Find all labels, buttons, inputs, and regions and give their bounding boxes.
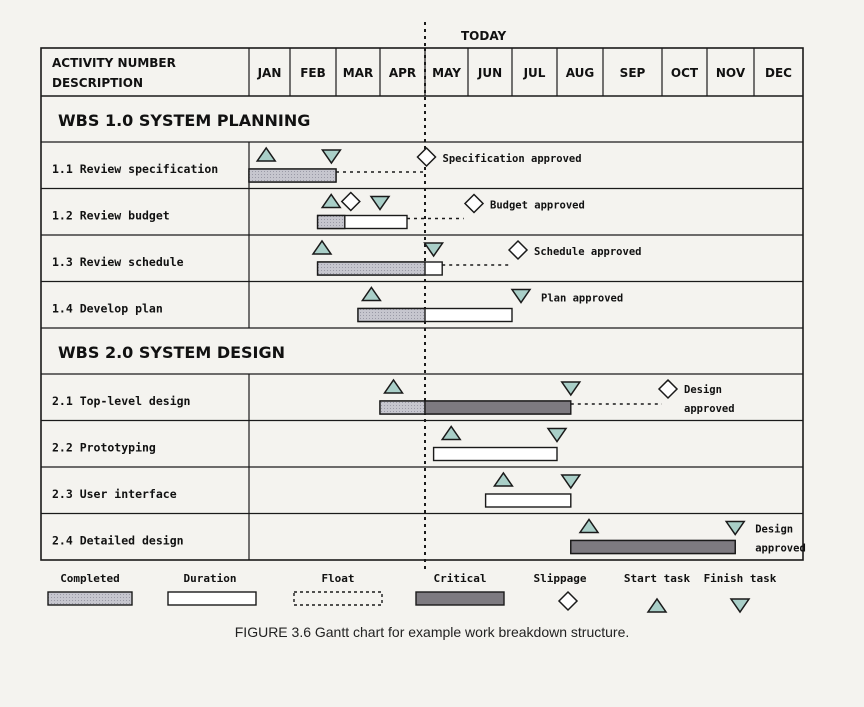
milestone-label: Specification approved	[442, 153, 582, 165]
legend-label: Finish task	[703, 572, 777, 585]
milestone-label: Schedule approved	[534, 246, 642, 258]
finish-marker	[371, 197, 389, 210]
start-marker	[385, 380, 403, 393]
legend-label: Completed	[60, 572, 120, 585]
finish-marker	[562, 382, 580, 395]
task-label: 2.3 User interface	[52, 487, 177, 501]
completed-bar	[318, 262, 425, 275]
legend-label: Duration	[183, 572, 237, 585]
task-label: 1.1 Review specification	[52, 162, 219, 176]
critical-bar	[425, 401, 571, 414]
finish-marker	[562, 475, 580, 488]
task-label: 1.2 Review budget	[52, 208, 170, 223]
milestone-label: Budget approved	[490, 199, 585, 212]
month-label: FEB	[300, 66, 326, 80]
header-label-line1: ACTIVITY NUMBER	[52, 56, 176, 70]
month-label: MAR	[342, 66, 374, 80]
header-label-line2: DESCRIPTION	[52, 76, 144, 90]
start-marker	[362, 288, 380, 301]
milestone-label: Design	[755, 523, 794, 536]
month-headers	[257, 66, 793, 80]
month-label: JUN	[477, 66, 503, 80]
completed-bar	[249, 169, 336, 182]
milestone-marker	[659, 380, 677, 398]
start-marker	[257, 148, 275, 161]
finish-marker	[425, 243, 443, 256]
section-title: WBS 2.0 SYSTEM DESIGN	[58, 343, 286, 362]
today-label: TODAY	[461, 29, 507, 43]
completed-bar	[358, 309, 425, 322]
start-marker	[494, 473, 512, 486]
figure-caption: FIGURE 3.6 Gantt chart for example work breakdown structure.	[234, 624, 630, 640]
completed-bar	[380, 401, 425, 414]
chart-marks	[249, 22, 806, 570]
task-label: 2.2 Prototyping	[52, 440, 156, 455]
finish-marker	[548, 429, 566, 442]
finish-marker	[322, 150, 340, 163]
section-title: WBS 1.0 SYSTEM PLANNING	[58, 111, 311, 130]
month-label: APR	[388, 66, 417, 80]
milestone-label: approved	[684, 403, 735, 415]
month-label: OCT	[670, 66, 699, 80]
critical-bar	[571, 541, 735, 554]
milestone-label: Design	[684, 384, 722, 396]
legend	[48, 572, 777, 612]
legend-duration-swatch	[168, 592, 256, 605]
legend-start-marker	[648, 599, 666, 612]
task-label: 2.1 Top-level design	[52, 394, 191, 408]
month-label: SEP	[619, 66, 646, 80]
start-marker	[442, 427, 460, 440]
finish-marker	[726, 522, 744, 535]
completed-bar	[318, 216, 345, 229]
milestone-label: Plan approved	[541, 292, 624, 305]
legend-label: Float	[321, 572, 355, 585]
milestone-marker	[418, 148, 436, 166]
milestone-marker	[465, 195, 483, 213]
legend-label: Critical	[433, 572, 487, 585]
start-marker	[580, 520, 598, 533]
legend-finish-marker	[731, 599, 749, 612]
legend-critical-swatch	[416, 592, 504, 605]
month-label: JUL	[523, 66, 546, 80]
milestone-label: approved	[755, 542, 806, 555]
start-marker	[313, 241, 331, 254]
month-label: NOV	[715, 66, 746, 80]
legend-slippage-marker	[559, 592, 577, 610]
task-label: 1.4 Develop plan	[52, 301, 163, 316]
legend-label: Start task	[623, 572, 691, 585]
legend-completed-swatch	[48, 592, 132, 605]
finish-marker	[512, 290, 530, 303]
month-label: AUG	[565, 66, 595, 80]
task-label: 2.4 Detailed design	[52, 533, 184, 548]
legend-label: Slippage	[533, 572, 587, 585]
milestone-marker	[509, 241, 527, 259]
slippage-marker	[342, 193, 360, 211]
duration-bar	[486, 494, 571, 507]
month-label: MAY	[432, 66, 461, 80]
start-marker	[322, 195, 340, 208]
duration-bar	[434, 448, 557, 461]
task-label: 1.3 Review schedule	[52, 255, 184, 269]
month-label: JAN	[257, 66, 282, 80]
month-label: DEC	[765, 66, 792, 80]
legend-float-swatch	[294, 592, 382, 605]
